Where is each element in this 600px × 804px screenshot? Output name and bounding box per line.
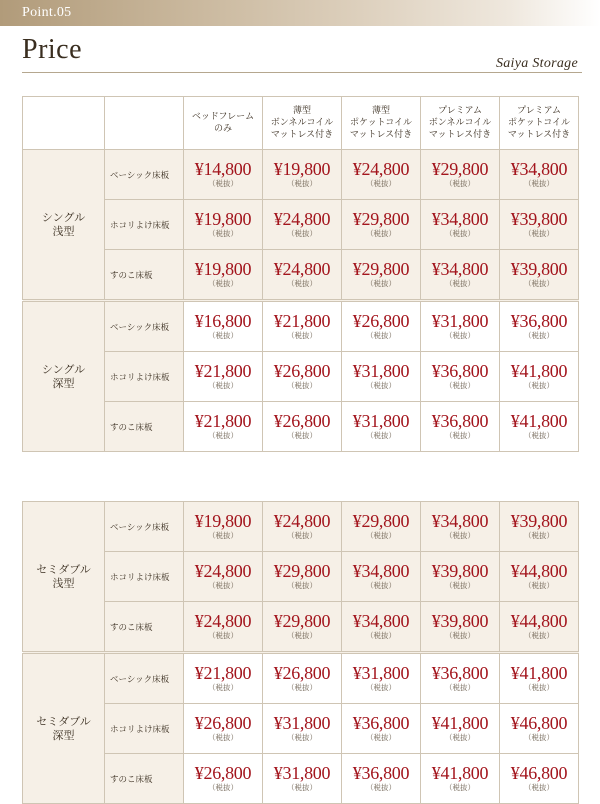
price-amount: ¥29,800 [273, 561, 331, 581]
board-type-cell: ベーシック床板 [105, 653, 184, 704]
price-cell [421, 653, 500, 704]
price-amount: ¥26,800 [273, 411, 331, 431]
price-amount: ¥39,800 [510, 259, 568, 279]
price-amount: ¥29,800 [352, 209, 410, 229]
price-amount: ¥29,800 [273, 611, 331, 631]
board-type-cell: ホコリよけ床板 [105, 200, 184, 250]
price-amount: ¥24,800 [273, 209, 331, 229]
tax-note: （税抜） [524, 531, 554, 540]
table-row [23, 150, 579, 200]
price-cell [184, 502, 263, 552]
tax-note: （税抜） [524, 431, 554, 440]
price-amount: ¥39,800 [510, 209, 568, 229]
table-row [23, 653, 579, 704]
price-cell [500, 352, 579, 402]
price-cell [500, 602, 579, 653]
tax-note: （税抜） [445, 431, 475, 440]
price-cell [342, 754, 421, 804]
price-cell [421, 200, 500, 250]
tax-note: （税抜） [287, 331, 317, 340]
tax-note: （税抜） [524, 683, 554, 692]
price-cell [263, 250, 342, 301]
tax-note: （税抜） [208, 733, 238, 742]
tax-note: （税抜） [524, 381, 554, 390]
table-row [23, 552, 579, 602]
table-row [23, 301, 579, 352]
price-cell [263, 200, 342, 250]
tax-note: （税抜） [445, 783, 475, 792]
tax-note: （税抜） [524, 733, 554, 742]
tax-note: （税抜） [287, 683, 317, 692]
table-row [23, 200, 579, 250]
tax-note: （税抜） [287, 381, 317, 390]
price-amount: ¥29,800 [431, 159, 489, 179]
table-row [23, 602, 579, 653]
tax-note: （税抜） [366, 683, 396, 692]
group-label-cell [23, 653, 105, 804]
price-amount: ¥39,800 [431, 611, 489, 631]
price-cell [184, 352, 263, 402]
price-cell [421, 704, 500, 754]
price-cell [184, 200, 263, 250]
price-amount: ¥29,800 [352, 259, 410, 279]
header-row [23, 97, 579, 150]
price-amount: ¥24,800 [273, 259, 331, 279]
price-table-body [23, 150, 579, 804]
price-cell [421, 502, 500, 552]
price-amount: ¥19,800 [194, 209, 252, 229]
price-amount: ¥26,800 [194, 763, 252, 783]
price-amount: ¥19,800 [273, 159, 331, 179]
tax-note: （税抜） [287, 733, 317, 742]
group-label: シングル 深型 [41, 362, 86, 390]
price-amount: ¥34,800 [352, 611, 410, 631]
tax-note: （税抜） [445, 581, 475, 590]
price-cell [263, 502, 342, 552]
price-cell [421, 250, 500, 301]
tax-note: （税抜） [524, 279, 554, 288]
price-amount: ¥29,800 [352, 511, 410, 531]
tax-note: （税抜） [445, 229, 475, 238]
tax-note: （税抜） [366, 531, 396, 540]
tax-note: （税抜） [366, 331, 396, 340]
price-amount: ¥21,800 [194, 361, 252, 381]
table-row [23, 250, 579, 301]
board-type-cell: ベーシック床板 [105, 502, 184, 552]
price-cell [263, 352, 342, 402]
price-cell [421, 301, 500, 352]
price-amount: ¥34,800 [431, 209, 489, 229]
price-amount: ¥14,800 [194, 159, 252, 179]
price-cell [263, 704, 342, 754]
price-cell [342, 602, 421, 653]
tax-note: （税抜） [208, 279, 238, 288]
price-cell [263, 754, 342, 804]
table-row [23, 502, 579, 552]
price-cell [342, 352, 421, 402]
section-gap [23, 452, 579, 502]
tax-note: （税抜） [287, 279, 317, 288]
price-table [22, 96, 579, 804]
title-divider [22, 72, 582, 73]
price-amount: ¥21,800 [194, 411, 252, 431]
price-amount: ¥41,800 [510, 411, 568, 431]
price-cell [263, 653, 342, 704]
price-amount: ¥24,800 [273, 511, 331, 531]
table-row [23, 754, 579, 804]
price-amount: ¥39,800 [431, 561, 489, 581]
price-amount: ¥39,800 [510, 511, 568, 531]
tax-note: （税抜） [366, 733, 396, 742]
point-label: Point.05 [22, 5, 72, 20]
board-type-cell: すのこ床板 [105, 402, 184, 452]
price-amount: ¥44,800 [510, 561, 568, 581]
tax-note: （税抜） [287, 783, 317, 792]
price-amount: ¥26,800 [352, 311, 410, 331]
price-amount: ¥31,800 [273, 713, 331, 733]
price-cell [421, 552, 500, 602]
price-amount: ¥41,800 [510, 361, 568, 381]
tax-note: （税抜） [524, 783, 554, 792]
board-type-cell: ベーシック床板 [105, 301, 184, 352]
price-cell [184, 150, 263, 200]
price-cell [500, 552, 579, 602]
price-amount: ¥19,800 [194, 511, 252, 531]
price-amount: ¥41,800 [431, 763, 489, 783]
group-label-cell [23, 301, 105, 452]
price-amount: ¥26,800 [273, 663, 331, 683]
board-type-cell: ホコリよけ床板 [105, 704, 184, 754]
brand-logo: Saiya Storage [495, 56, 578, 71]
tax-note: （税抜） [366, 229, 396, 238]
price-cell [421, 150, 500, 200]
tax-note: （税抜） [366, 381, 396, 390]
table-row [23, 352, 579, 402]
price-amount: ¥16,800 [194, 311, 252, 331]
group-label: セミダブル 深型 [36, 714, 91, 742]
price-cell [263, 602, 342, 653]
tax-note: （税抜） [208, 381, 238, 390]
tax-note: （税抜） [287, 631, 317, 640]
price-cell [500, 653, 579, 704]
price-cell [500, 754, 579, 804]
page-title: Price [22, 34, 83, 65]
price-amount: ¥31,800 [273, 763, 331, 783]
tax-note: （税抜） [208, 229, 238, 238]
price-cell [421, 402, 500, 452]
group-label-cell [23, 502, 105, 653]
price-amount: ¥34,800 [352, 561, 410, 581]
price-amount: ¥26,800 [194, 713, 252, 733]
price-cell [342, 653, 421, 704]
tax-note: （税抜） [524, 179, 554, 188]
header-cell-type [105, 97, 184, 150]
price-cell [184, 250, 263, 301]
tax-note: （税抜） [287, 229, 317, 238]
price-cell [184, 402, 263, 452]
tax-note: （税抜） [366, 783, 396, 792]
board-type-cell: ベーシック床板 [105, 150, 184, 200]
tax-note: （税抜） [208, 331, 238, 340]
price-amount: ¥31,800 [352, 663, 410, 683]
price-cell [500, 704, 579, 754]
price-cell [184, 552, 263, 602]
tax-note: （税抜） [445, 331, 475, 340]
price-cell [500, 200, 579, 250]
tax-note: （税抜） [445, 531, 475, 540]
price-amount: ¥24,800 [194, 611, 252, 631]
price-amount: ¥41,800 [510, 663, 568, 683]
price-cell [342, 200, 421, 250]
price-amount: ¥36,800 [352, 763, 410, 783]
price-amount: ¥36,800 [510, 311, 568, 331]
tax-note: （税抜） [287, 531, 317, 540]
price-cell [184, 704, 263, 754]
tax-note: （税抜） [208, 179, 238, 188]
tax-note: （税抜） [366, 431, 396, 440]
tax-note: （税抜） [445, 683, 475, 692]
tax-note: （税抜） [208, 431, 238, 440]
tax-note: （税抜） [524, 631, 554, 640]
tax-note: （税抜） [208, 581, 238, 590]
price-amount: ¥44,800 [510, 611, 568, 631]
price-amount: ¥36,800 [352, 713, 410, 733]
group-label-cell [23, 150, 105, 301]
tax-note: （税抜） [366, 279, 396, 288]
price-amount: ¥31,800 [352, 361, 410, 381]
price-cell [263, 301, 342, 352]
price-cell [421, 754, 500, 804]
price-amount: ¥34,800 [431, 511, 489, 531]
price-cell [342, 150, 421, 200]
price-amount: ¥31,800 [352, 411, 410, 431]
price-amount: ¥46,800 [510, 763, 568, 783]
price-cell [184, 602, 263, 653]
table-row [23, 402, 579, 452]
header-cell-group [23, 97, 105, 150]
tax-note: （税抜） [524, 229, 554, 238]
price-amount: ¥24,800 [352, 159, 410, 179]
board-type-cell: すのこ床板 [105, 754, 184, 804]
tax-note: （税抜） [287, 431, 317, 440]
price-amount: ¥34,800 [510, 159, 568, 179]
table-row [23, 704, 579, 754]
board-type-cell: ホコリよけ床板 [105, 552, 184, 602]
price-amount: ¥31,800 [431, 311, 489, 331]
price-amount: ¥36,800 [431, 411, 489, 431]
price-amount: ¥19,800 [194, 259, 252, 279]
header-cell-premium-pocket: プレミアム ポケットコイル マットレス付き [500, 97, 579, 150]
price-cell [263, 150, 342, 200]
price-cell [342, 301, 421, 352]
tax-note: （税抜） [445, 733, 475, 742]
price-amount: ¥41,800 [431, 713, 489, 733]
price-cell [500, 250, 579, 301]
price-amount: ¥46,800 [510, 713, 568, 733]
tax-note: （税抜） [208, 631, 238, 640]
board-type-cell: ホコリよけ床板 [105, 352, 184, 402]
price-cell [500, 150, 579, 200]
section-gap-cell [23, 452, 579, 502]
price-amount: ¥34,800 [431, 259, 489, 279]
tax-note: （税抜） [366, 631, 396, 640]
price-cell [342, 704, 421, 754]
price-amount: ¥21,800 [194, 663, 252, 683]
price-cell [421, 352, 500, 402]
price-cell [500, 301, 579, 352]
group-label: セミダブル 浅型 [36, 562, 91, 590]
price-cell [263, 552, 342, 602]
price-cell [263, 402, 342, 452]
tax-note: （税抜） [445, 279, 475, 288]
price-cell [500, 502, 579, 552]
price-amount: ¥26,800 [273, 361, 331, 381]
price-cell [184, 754, 263, 804]
price-cell [421, 602, 500, 653]
price-amount: ¥21,800 [273, 311, 331, 331]
price-cell [184, 653, 263, 704]
price-amount: ¥36,800 [431, 663, 489, 683]
price-cell [342, 250, 421, 301]
board-type-cell: すのこ床板 [105, 602, 184, 653]
header-cell-thin-pocket: 薄型 ポケットコイル マットレス付き [342, 97, 421, 150]
header-cell-thin-bonnell: 薄型 ボンネルコイル マットレス付き [263, 97, 342, 150]
price-cell [342, 502, 421, 552]
tax-note: （税抜） [524, 331, 554, 340]
tax-note: （税抜） [524, 581, 554, 590]
tax-note: （税抜） [445, 179, 475, 188]
price-cell [342, 552, 421, 602]
tax-note: （税抜） [208, 531, 238, 540]
section-header-bar [0, 0, 600, 26]
tax-note: （税抜） [287, 179, 317, 188]
board-type-cell: すのこ床板 [105, 250, 184, 301]
price-amount: ¥36,800 [431, 361, 489, 381]
tax-note: （税抜） [366, 581, 396, 590]
price-cell [184, 301, 263, 352]
header-cell-premium-bonnell: プレミアム ボンネルコイル マットレス付き [421, 97, 500, 150]
price-cell [500, 402, 579, 452]
group-label: シングル 浅型 [41, 210, 86, 238]
price-cell [342, 402, 421, 452]
tax-note: （税抜） [445, 631, 475, 640]
price-amount: ¥24,800 [194, 561, 252, 581]
tax-note: （税抜） [208, 683, 238, 692]
header-cell-frame-only: ベッドフレーム のみ [184, 97, 263, 150]
tax-note: （税抜） [208, 783, 238, 792]
tax-note: （税抜） [287, 581, 317, 590]
tax-note: （税抜） [366, 179, 396, 188]
tax-note: （税抜） [445, 381, 475, 390]
